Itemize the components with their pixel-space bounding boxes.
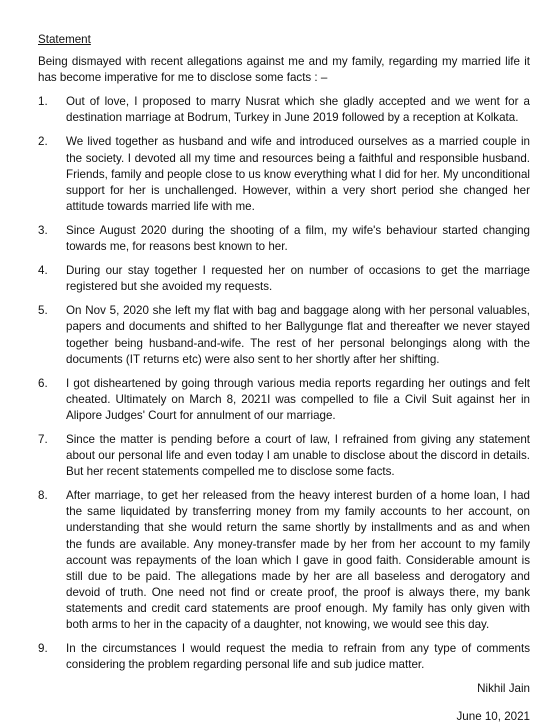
list-item	[38, 94, 530, 126]
list-item	[38, 376, 530, 424]
statement-intro: Being dismayed with recent allegations against me and my family, regarding my married life it has become imperative for me to disclose some facts : –	[38, 55, 530, 85]
list-item	[38, 223, 530, 255]
item-number: 3.	[38, 223, 48, 237]
item-text: During our stay together I requested her on number of occasions to get the marriage registered but she avoided my requests.	[66, 264, 530, 294]
item-text: Since August 2020 during the shooting of a film, my wife's behaviour started changing towards me, for reasons best known to her.	[66, 223, 530, 254]
item-number: 6.	[38, 376, 48, 390]
signature-name: Nikhil Jain	[477, 682, 530, 696]
list-item	[38, 488, 530, 633]
item-number: 1.	[38, 95, 48, 109]
list-item	[38, 134, 530, 214]
item-text: We lived together as husband and wife and introduced ourselves as a married couple in the society. I devoted all my time and resources being a faithful and responsible husband. Friends, family and people close to us know everything what I did for her. My unconditional support for her is unchallenged. However, within a very short period she changed her attitude towards married life with me.	[66, 135, 530, 213]
item-text: In the circumstances I would request the media to refrain from any type of comments considering the problem regarding personal life and sub judice matter.	[66, 642, 530, 672]
list-item	[38, 432, 530, 480]
list-item	[38, 303, 530, 367]
statement-date: June 10, 2021	[456, 710, 530, 724]
item-number: 5.	[38, 304, 48, 318]
item-number: 7.	[38, 432, 48, 446]
item-number: 8.	[38, 489, 48, 503]
item-text: After marriage, to get her released from the heavy interest burden of a home loan, I had the same liquidated by transferring money from my family accounts to her account, on understanding that she would return the same shortly by installments and as and when the funds are available. Any money-transfer made by her from her account to my family account was repayments of the loan which I gave in good faith. Considerable amount is still due to be paid. The allegations made by her are all baseless and derogatory and devoid of truth. One need not find or create proof, the proof is always there, my bank statements and credit card statements are proof enough. My family has only given with both arms to her in the capacity of a daughter, not knowing, we would see this day.	[66, 489, 530, 631]
item-text: Out of love, I proposed to marry Nusrat which she gladly accepted and we went for a destination marriage at Bodrum, Turkey in June 2019 followed by a reception at Kolkata.	[66, 95, 530, 125]
list-item	[38, 263, 530, 295]
item-number: 2.	[38, 135, 48, 149]
item-text: I got disheartened by going through various media reports regarding her outings and felt cheated. Ultimately on March 8, 2021I was compelled to file a Civil Suit against her in Alipore Judges' Court for annulment of our marriage.	[66, 376, 530, 422]
item-number: 4.	[38, 264, 48, 278]
statement-heading: Statement	[38, 33, 91, 46]
item-text: On Nov 5, 2020 she left my flat with bag and baggage along with her personal valuables, papers and documents and shifted to her Ballygunge flat and thereafter we never stayed together being husband-and-wife. The rest of her personal belongings along with the documents (IT returns etc) were also sent to her shortly after her shifting.	[66, 304, 530, 366]
item-text: Since the matter is pending before a court of law, I refrained from giving any statement about our personal life and even today I am unable to disclose about the discord in details. But her recent statements compelled me to disclose some facts.	[66, 432, 530, 479]
item-number: 9.	[38, 642, 48, 656]
signoff	[38, 681, 530, 725]
list-item	[38, 641, 530, 673]
